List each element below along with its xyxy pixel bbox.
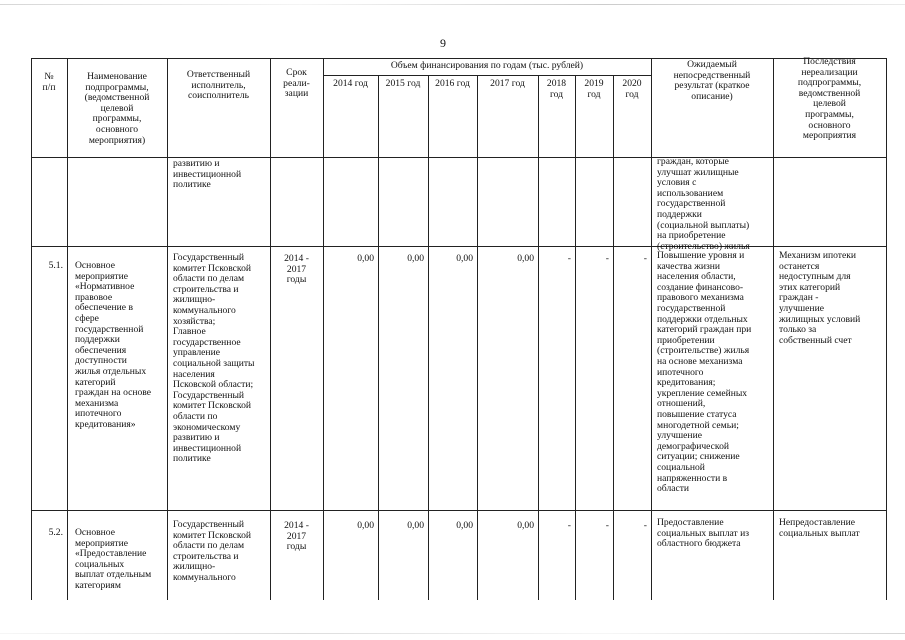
column-border — [886, 58, 887, 600]
header-year: 2014 год — [333, 78, 368, 89]
header-consequences: подпрограммы, — [797, 77, 862, 89]
row-divider — [31, 510, 886, 511]
row-responsible: коммунального — [173, 572, 236, 583]
row-responsible: политике — [173, 453, 211, 465]
row-expected: категорий граждан при — [657, 324, 752, 336]
row-expected: граждан, которые — [657, 156, 729, 167]
row-responsible: комитет Псковской — [173, 262, 252, 274]
row-responsible: Государственный — [173, 389, 245, 401]
row-num: 5.1. — [48, 260, 63, 271]
row-value: - — [643, 253, 647, 264]
row-expected: ипотечного — [657, 366, 704, 378]
row-consequences: улучшение — [779, 303, 824, 314]
row-value: - — [643, 520, 647, 531]
row-responsible: развитию и — [173, 158, 220, 169]
row-name: выплат отдельным — [75, 569, 152, 581]
row-responsible: области по делам — [173, 540, 245, 552]
row-responsible: политике — [173, 179, 211, 191]
column-border — [323, 58, 324, 600]
column-border — [378, 75, 379, 600]
row-expected: кредитования; — [657, 377, 716, 389]
row-value: 0,00 — [357, 520, 374, 531]
row-name: жилья отдельных — [75, 366, 147, 377]
header-expected: непосредственный — [673, 69, 751, 81]
header-name: Наименование — [87, 71, 147, 82]
row-name: категориям — [75, 580, 121, 591]
row-name: механизма — [75, 397, 119, 409]
row-value: 0,00 — [517, 253, 534, 264]
row-responsible: социальной защиты — [173, 358, 255, 369]
column-border — [31, 58, 32, 600]
row-expected: государственной — [657, 303, 726, 314]
header-name: программы, — [92, 113, 142, 125]
row-name: обеспечения — [75, 344, 127, 356]
row-expected: правового механизма — [657, 292, 744, 304]
row-name: мероприятие — [75, 270, 128, 282]
scan-edge-top — [0, 4, 905, 5]
row-name: кредитования» — [75, 419, 136, 430]
header-term: реали- — [283, 77, 310, 89]
row-expected: демографической — [657, 440, 730, 452]
row-responsible: строительства и — [173, 283, 239, 295]
row-responsible: комитет Псковской — [173, 529, 252, 541]
row-num: 5.2. — [48, 527, 63, 538]
row-expected: укрепление семейных — [657, 387, 748, 399]
header-year: год — [549, 88, 564, 100]
row-name: мероприятие — [75, 537, 128, 549]
row-value: - — [567, 253, 571, 264]
header-year: 2020 — [622, 78, 642, 89]
row-name: сфере — [75, 313, 99, 324]
row-responsible: области по — [173, 411, 218, 422]
row-name: категорий — [75, 376, 116, 388]
table-border-top — [31, 58, 886, 59]
scan-edge-bottom — [0, 633, 905, 634]
row-expected: поддержки — [657, 209, 702, 220]
row-responsible: инвестиционной — [173, 168, 242, 180]
page-number: 9 — [440, 36, 446, 50]
row-name: поддержки — [75, 334, 120, 346]
row-consequences: граждан - — [779, 292, 819, 304]
header-name: подпрограммы, — [85, 81, 149, 93]
row-name: ипотечного — [75, 408, 122, 420]
row-expected: (строительство) жилья — [657, 240, 750, 252]
row-responsible: коммунального — [173, 305, 236, 316]
row-name: Основное — [75, 260, 115, 271]
row-expected: (строительстве) жилья — [657, 345, 750, 357]
row-expected: областного бюджета — [657, 538, 741, 550]
row-value: - — [605, 520, 609, 531]
header-num: № — [44, 71, 54, 82]
row-responsible: комитет Псковской — [173, 400, 252, 412]
row-responsible: управление — [173, 347, 220, 359]
row-expected: отношений, — [657, 398, 706, 410]
row-responsible: жилищно- — [173, 561, 216, 573]
row-consequences: Непредоставление — [779, 517, 855, 528]
header-consequences: Последствия — [803, 56, 856, 67]
row-expected: Повышение уровня и — [657, 250, 745, 261]
row-name: государственной — [75, 323, 144, 335]
header-name: целевой — [100, 102, 134, 114]
header-num: п/п — [42, 81, 56, 93]
header-consequences: программы, — [805, 109, 854, 120]
header-consequences: целевой — [813, 98, 846, 110]
row-expected: социальных выплат из — [657, 527, 750, 539]
row-expected: государственной — [657, 198, 726, 210]
row-expected: поддержки отдельных — [657, 313, 748, 325]
header-term: Срок — [286, 67, 307, 78]
row-responsible: Главное — [173, 326, 206, 338]
row-expected: улучшение — [657, 430, 702, 442]
row-value: 0,00 — [357, 253, 374, 264]
row-responsible: развитию и — [173, 432, 220, 444]
row-value: 0,00 — [456, 253, 473, 264]
header-year: 2019 — [584, 78, 604, 89]
header-name: (ведомственной — [84, 92, 150, 104]
row-consequences: недоступным для — [779, 271, 851, 283]
column-border — [270, 58, 271, 600]
row-term: 2017 — [286, 263, 307, 275]
row-value: 0,00 — [407, 253, 424, 264]
row-term: 2014 - — [284, 520, 309, 531]
column-border — [613, 75, 614, 600]
row-expected: (социальной выплаты) — [657, 219, 750, 231]
row-term: годы — [286, 541, 307, 553]
row-expected: социальной — [657, 462, 705, 473]
row-expected: улучшат жилищные — [657, 166, 739, 178]
header-consequences: мероприятия — [802, 130, 857, 142]
row-consequences: социальных выплат — [779, 527, 860, 539]
row-responsible: Государственный — [173, 252, 245, 263]
row-term: годы — [286, 274, 307, 286]
row-responsible: инвестиционной — [173, 442, 242, 454]
funding-subheader-line — [323, 75, 651, 76]
row-term: 2017 — [286, 530, 307, 542]
row-responsible: Государственный — [173, 519, 245, 530]
row-consequences: собственный счет — [779, 334, 852, 346]
header-responsible: соисполнитель — [188, 90, 249, 102]
row-expected: многодетной семьи; — [657, 419, 739, 431]
column-border — [428, 75, 429, 600]
row-expected: условия с — [657, 177, 697, 189]
row-value: - — [605, 253, 609, 264]
row-responsible: Псковской области; — [173, 379, 254, 391]
row-expected: качества жизни — [657, 260, 721, 272]
row-value: 0,00 — [456, 520, 473, 531]
column-border — [651, 58, 652, 600]
row-consequences: только за — [779, 324, 817, 336]
column-border — [167, 58, 168, 600]
row-consequences: этих категорий — [779, 281, 841, 293]
header-name: основного — [95, 124, 139, 135]
header-expected: описание) — [691, 90, 733, 102]
row-responsible: государственное — [173, 336, 241, 348]
row-expected: на основе механизма — [657, 356, 743, 367]
header-year: 2018 — [546, 78, 567, 89]
header-year: 2015 год — [385, 78, 421, 89]
row-responsible: области по делам — [173, 273, 245, 285]
row-expected: напряженности в — [657, 472, 728, 484]
header-year: год — [625, 88, 639, 100]
header-funding: Объем финансирования по годам (тыс. рублей) — [390, 60, 584, 71]
row-consequences: жилищных условий — [779, 313, 861, 325]
row-responsible: экономическому — [173, 421, 241, 433]
row-name: «Предоставление — [75, 548, 147, 560]
row-term: 2014 - — [284, 253, 309, 264]
row-expected: приобретении — [657, 334, 715, 346]
header-name: мероприятия) — [88, 134, 146, 146]
header-year: год — [587, 88, 601, 100]
header-term: зации — [284, 88, 309, 100]
header-year: 2017 год — [490, 78, 525, 89]
header-responsible: Ответственный — [186, 69, 251, 80]
row-expected: на приобретение — [657, 230, 726, 242]
row-consequences: Механизм ипотеки — [779, 250, 857, 261]
row-expected: повышение статуса — [657, 409, 737, 420]
row-responsible: населения — [173, 368, 215, 380]
row-responsible: жилищно- — [173, 294, 216, 306]
row-responsible: хозяйства; — [173, 315, 216, 327]
row-expected: области — [657, 483, 690, 495]
row-name: граждан на основе — [75, 387, 152, 399]
row-expected: населения области, — [657, 271, 736, 283]
header-expected: Ожидаемый — [687, 59, 737, 70]
row-consequences: останется — [779, 260, 820, 272]
row-expected: Предоставление — [657, 517, 724, 528]
row-expected: создание финансово- — [657, 281, 744, 293]
column-border — [538, 75, 539, 600]
row-name: правовое — [75, 291, 113, 303]
header-consequences: ведомственной — [798, 87, 861, 99]
column-border — [477, 75, 478, 600]
row-name: социальных — [75, 558, 125, 570]
row-name: доступности — [75, 355, 127, 367]
header-consequences: основного — [808, 119, 851, 131]
row-value: 0,00 — [407, 520, 424, 531]
row-responsible: строительства и — [173, 550, 239, 562]
header-responsible: исполнитель, — [191, 79, 246, 91]
column-border — [575, 75, 576, 600]
header-expected: результат (краткое — [674, 80, 750, 92]
row-value: 0,00 — [517, 520, 534, 531]
row-name: обеспечение в — [75, 302, 133, 314]
header-year: 2016 год — [435, 78, 470, 89]
row-name: Основное — [75, 527, 115, 538]
row-value: - — [567, 520, 571, 531]
row-expected: ситуации; снижение — [657, 451, 740, 463]
row-name: «Нормативное — [75, 281, 135, 293]
row-expected: использованием — [657, 187, 724, 199]
header-consequences: нереализации — [801, 66, 858, 78]
